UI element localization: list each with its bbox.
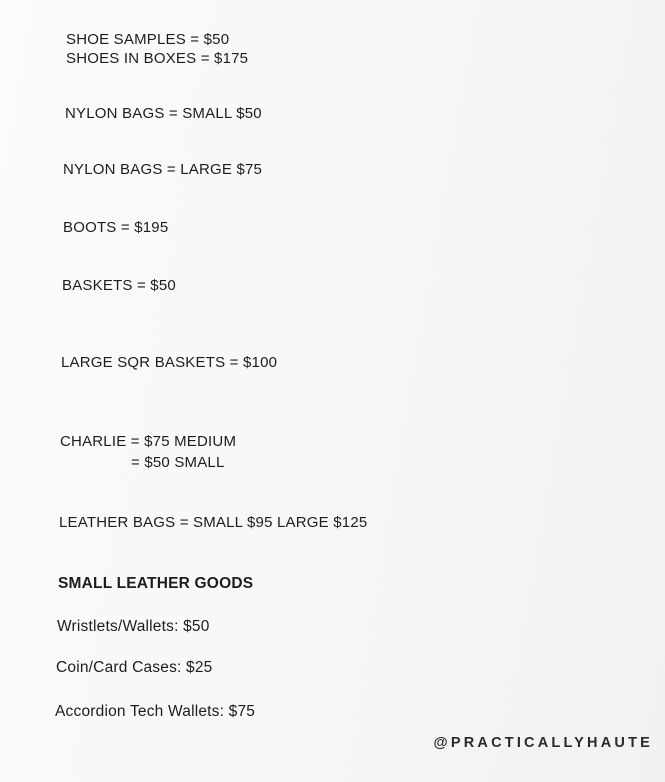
price-line-leather-bags: LEATHER BAGS = SMALL $95 LARGE $125 <box>59 514 368 531</box>
price-line-nylon-bags-small: NYLON BAGS = SMALL $50 <box>65 105 262 122</box>
watermark-handle: @PRACTICALLYHAUTE <box>433 735 653 751</box>
price-line-boots: BOOTS = $195 <box>63 219 169 236</box>
price-line-large-sqr-baskets: LARGE SQR BASKETS = $100 <box>61 354 278 371</box>
price-line-baskets: BASKETS = $50 <box>62 277 176 294</box>
price-line-shoe-samples: SHOE SAMPLES = $50 <box>66 31 230 48</box>
section-heading-small-leather-goods: SMALL LEATHER GOODS <box>58 575 254 592</box>
price-line-charlie-small: = $50 SMALL <box>131 454 225 471</box>
price-line-wristlets-wallets: Wristlets/Wallets: $50 <box>57 618 210 635</box>
price-line-shoes-in-boxes: SHOES IN BOXES = $175 <box>66 50 249 67</box>
price-line-charlie-medium: CHARLIE = $75 MEDIUM <box>60 433 237 450</box>
price-line-accordion-tech-wallets: Accordion Tech Wallets: $75 <box>55 703 256 720</box>
price-line-coin-card-cases: Coin/Card Cases: $25 <box>56 659 213 676</box>
price-line-nylon-bags-large: NYLON BAGS = LARGE $75 <box>63 161 263 178</box>
